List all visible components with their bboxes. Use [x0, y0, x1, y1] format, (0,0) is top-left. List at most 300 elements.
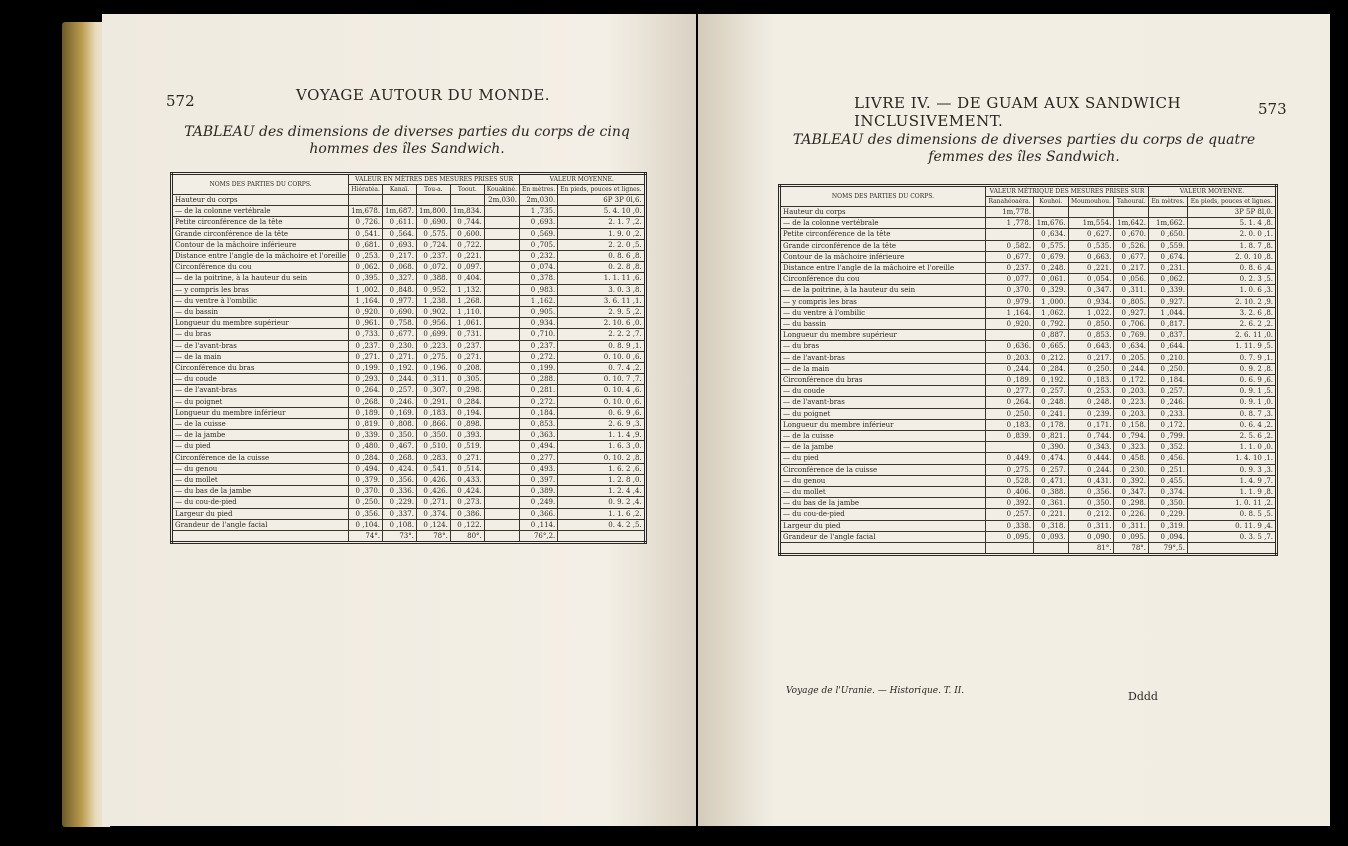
cell-value: 0 ,493. [520, 463, 558, 474]
cell-value [986, 543, 1034, 555]
cell-value: 0 ,343. [1068, 442, 1114, 453]
cell-value: 0 ,268. [383, 452, 417, 463]
cell-value [484, 430, 519, 441]
col-names: NOMS DES PARTIES DU CORPS. [780, 186, 986, 207]
cell-value: 0 ,710. [520, 329, 558, 340]
cell-value [1068, 207, 1114, 218]
cell-value: 0 ,199. [520, 363, 558, 374]
cell-value: 0. 8. 7 ,3. [1187, 408, 1276, 419]
cell-value: 0 ,541. [349, 228, 383, 239]
cell-value: 0. 6. 4 ,2. [1187, 419, 1276, 430]
cell-value: 0 ,223. [416, 340, 450, 351]
cell-value [986, 330, 1034, 341]
table-row [172, 228, 646, 239]
cell-value: 0 ,706. [1114, 319, 1149, 330]
cell-value: 0 ,819. [349, 419, 383, 430]
cell-value: 0 ,514. [450, 463, 484, 474]
cell-value: 1 ,778. [986, 218, 1034, 229]
cell-value: 74°. [349, 531, 383, 543]
cell-value: 0 ,217. [1068, 352, 1114, 363]
row-label: — du bassin [780, 319, 986, 330]
table-row [172, 307, 646, 318]
cell-value: 0 ,056. [1114, 274, 1149, 285]
cell-value: 0 ,183. [416, 407, 450, 418]
column-header: Kanaï. [383, 185, 417, 195]
dimensions-table-women [778, 184, 1278, 556]
cell-value: 0 ,223. [1114, 397, 1149, 408]
cell-value: 0 ,094. [1149, 531, 1188, 542]
cell-value: 0 ,183. [986, 419, 1034, 430]
cell-value: 0 ,726. [349, 217, 383, 228]
cell-value: 1m,676. [1034, 218, 1069, 229]
row-label: Grandeur de l'angle facial [780, 531, 986, 542]
cell-value: 0 ,158. [1114, 419, 1149, 430]
cell-value: 0 ,257. [383, 385, 417, 396]
cell-value: 0 ,674. [1149, 251, 1188, 262]
cell-value: 0 ,665. [1034, 341, 1069, 352]
cell-value [484, 385, 519, 396]
cell-value: 0 ,192. [383, 363, 417, 374]
cell-value: 2. 2. 2 ,7. [558, 329, 645, 340]
table-row [172, 374, 646, 385]
cell-value: 0 ,494. [520, 441, 558, 452]
table-row [780, 475, 1277, 486]
cell-value: 0. 10. 0 ,6. [558, 351, 645, 362]
cell-value: 0 ,449. [986, 453, 1034, 464]
table-row [172, 239, 646, 250]
cell-value [1114, 207, 1149, 218]
cell-value: 0 ,246. [1149, 397, 1188, 408]
cell-value: 0 ,979. [986, 296, 1034, 307]
cell-value: 0 ,189. [349, 407, 383, 418]
cell-value: 0 ,199. [349, 363, 383, 374]
column-header: Hiératéa. [349, 185, 383, 195]
cell-value: 0 ,677. [986, 251, 1034, 262]
cell-value [450, 195, 484, 206]
row-label: — de la cuisse [172, 419, 349, 430]
cell-value: 0. 6. 9 ,6. [1187, 375, 1276, 386]
cell-value: 0 ,627. [1068, 229, 1114, 240]
cell-value [484, 329, 519, 340]
cell-value: 0 ,311. [1068, 520, 1114, 531]
cell-value [484, 519, 519, 530]
cell-value: 80°. [450, 531, 484, 543]
cell-value: 73°. [383, 531, 417, 543]
row-label: — du poignet [780, 408, 986, 419]
cell-value: 1. 1. 11 ,6. [558, 273, 645, 284]
cell-value: 0 ,062. [349, 262, 383, 273]
cell-value: 0 ,203. [986, 352, 1034, 363]
cell-value: 0 ,253. [349, 251, 383, 262]
cell-value: 0 ,054. [1068, 274, 1114, 285]
cell-value: 0 ,192. [1034, 375, 1069, 386]
cell-value: 0 ,397. [520, 475, 558, 486]
table-row [780, 531, 1277, 542]
cell-value: 0 ,283. [416, 452, 450, 463]
table-row [780, 263, 1277, 274]
cell-value: 0. 7. 9 ,1. [1187, 352, 1276, 363]
column-header: Kouhoi. [1034, 197, 1069, 207]
cell-value: 0 ,983. [520, 284, 558, 295]
cell-value: 0 ,799. [1149, 431, 1188, 442]
cell-value: 0 ,905. [520, 307, 558, 318]
row-label: — du cou-de-pied [172, 497, 349, 508]
cell-value: 0 ,203. [1114, 408, 1149, 419]
cell-value: 0 ,378. [520, 273, 558, 284]
column-header: En pieds, pouces et lignes. [558, 185, 645, 195]
cell-value: 1 ,162. [520, 295, 558, 306]
table-row [780, 207, 1277, 218]
table-row [780, 520, 1277, 531]
cell-value: 0 ,097. [450, 262, 484, 273]
cell-value: 0 ,444. [1068, 453, 1114, 464]
table-row [780, 419, 1277, 430]
table-row [172, 396, 646, 407]
cell-value: 1. 8. 7 ,8. [1187, 240, 1276, 251]
cell-value: 0 ,356. [349, 508, 383, 519]
cell-value: 0 ,722. [450, 239, 484, 250]
cell-value [484, 351, 519, 362]
cell-value: 0 ,237. [520, 340, 558, 351]
cell-value: 0 ,221. [450, 251, 484, 262]
table-row [172, 497, 646, 508]
table-row [780, 498, 1277, 509]
cell-value: 0 ,733. [349, 329, 383, 340]
cell-value: 0 ,339. [1149, 285, 1188, 296]
cell-value [484, 363, 519, 374]
row-label: Hauteur du corps [780, 207, 986, 218]
row-label: — du bas de la jambe [172, 486, 349, 497]
cell-value: 0 ,643. [1068, 341, 1114, 352]
cell-value: 2m,030. [520, 195, 558, 206]
cell-value: 1. 2. 4 ,4. [558, 486, 645, 497]
cell-value: 0 ,277. [520, 452, 558, 463]
cell-value: 2. 6. 2 ,2. [1187, 319, 1276, 330]
cell-value: 0. 10. 0 ,6. [558, 396, 645, 407]
cell-value: 0 ,934. [520, 318, 558, 329]
cell-value: 2. 0. 10 ,8. [1187, 251, 1276, 262]
cell-value: 1. 6. 2 ,6. [558, 463, 645, 474]
cell-value: 0 ,248. [1034, 263, 1069, 274]
cell-value: 0 ,172. [1114, 375, 1149, 386]
cell-value: 0 ,350. [1068, 498, 1114, 509]
table-row [172, 251, 646, 262]
cell-value: 0 ,264. [349, 385, 383, 396]
cell-value: 0 ,663. [1068, 251, 1114, 262]
column-header: En pieds, pouces et lignes. [1187, 197, 1276, 207]
cell-value: 1. 6. 3 ,0. [558, 441, 645, 452]
cell-value [484, 295, 519, 306]
cell-value: 0 ,257. [1149, 386, 1188, 397]
cell-value: 0 ,650. [1149, 229, 1188, 240]
cell-value: 2. 6. 9 ,3. [558, 419, 645, 430]
cell-value: 0. 7. 4 ,2. [558, 363, 645, 374]
cell-value: 0 ,339. [349, 430, 383, 441]
cell-value: 3. 6. 11 ,1. [558, 295, 645, 306]
cell-value: 0 ,208. [450, 363, 484, 374]
cell-value: 0. 8. 9 ,1. [558, 340, 645, 351]
row-label: Hauteur du corps [172, 195, 349, 206]
row-label [172, 531, 349, 543]
row-label: Distance entre l'angle de la mâchoire et l'oreille [172, 251, 349, 262]
cell-value: 0. 11. 9 ,4. [1187, 520, 1276, 531]
col-moyenne: VALEUR MOYENNE. [1149, 186, 1277, 197]
cell-value: 0 ,307. [416, 385, 450, 396]
cell-value: 0 ,370. [986, 285, 1034, 296]
table-row [172, 262, 646, 273]
cell-value: 6P 3P 0l,6. [558, 195, 645, 206]
cell-value: 0 ,275. [416, 351, 450, 362]
cell-value: 0 ,690. [416, 217, 450, 228]
col-valeur: VALEUR EN MÈTRES DES MESURES PRISES SUR [349, 174, 520, 185]
cell-value: 0 ,366. [520, 508, 558, 519]
row-label: Circonférence du bras [780, 375, 986, 386]
row-label: — y compris les bras [172, 284, 349, 295]
cell-value: 0. 10. 2 ,8. [558, 452, 645, 463]
cell-value: 0 ,231. [1149, 263, 1188, 274]
cell-value: 0 ,681. [349, 239, 383, 250]
cell-value: 0 ,494. [349, 463, 383, 474]
table-row [780, 341, 1277, 352]
cell-value: 2m,030. [484, 195, 519, 206]
cell-value: 0 ,426. [416, 486, 450, 497]
cell-value: 0 ,210. [1149, 352, 1188, 363]
cell-value: 0 ,758. [383, 318, 417, 329]
cell-value: 0 ,853. [520, 419, 558, 430]
cell-value: 1. 11. 9 ,5. [1187, 341, 1276, 352]
cell-value [484, 340, 519, 351]
row-label: — de la poitrine, à la hauteur du sein [780, 285, 986, 296]
cell-value: 1m,678. [349, 206, 383, 217]
table-row [780, 218, 1277, 229]
cell-value: 0 ,277. [986, 386, 1034, 397]
cell-value: 1 ,164. [986, 307, 1034, 318]
table-row [172, 385, 646, 396]
cell-value [986, 229, 1034, 240]
cell-value: 78°. [1114, 543, 1149, 555]
cell-value [484, 273, 519, 284]
table-row [780, 251, 1277, 262]
row-label: Circonférence du cou [172, 262, 349, 273]
column-header: Toout. [450, 185, 484, 195]
cell-value: 0 ,600. [450, 228, 484, 239]
cell-value: 0 ,744. [1068, 431, 1114, 442]
table-row [780, 397, 1277, 408]
cell-value: 0 ,582. [986, 240, 1034, 251]
cell-value: 0. 2. 8 ,8. [558, 262, 645, 273]
cell-value: 0 ,670. [1114, 229, 1149, 240]
cell-value: 0. 4. 2 ,5. [558, 519, 645, 530]
cell-value: 0 ,244. [1114, 363, 1149, 374]
cell-value: 1 ,000. [1034, 296, 1069, 307]
table-row [172, 508, 646, 519]
cell-value: 0 ,271. [450, 452, 484, 463]
cell-value: 0 ,374. [1149, 487, 1188, 498]
cell-value: 0 ,237. [450, 340, 484, 351]
col-moyenne: VALEUR MOYENNE. [520, 174, 646, 185]
cell-value: 5. 1. 4 ,8. [1187, 218, 1276, 229]
row-label: — du mollet [172, 475, 349, 486]
cell-value: 76°,2. [520, 531, 558, 543]
table-row [780, 431, 1277, 442]
cell-value: 0 ,183. [1068, 375, 1114, 386]
cell-value [416, 195, 450, 206]
cell-value: 0 ,456. [1149, 453, 1188, 464]
cell-value [484, 284, 519, 295]
row-label: Circonférence du cou [780, 274, 986, 285]
table-row [172, 206, 646, 217]
cell-value: 1 ,022. [1068, 307, 1114, 318]
cell-value: 0 ,237. [349, 340, 383, 351]
cell-value: 0 ,458. [1114, 453, 1149, 464]
cell-value: 1m,834. [450, 206, 484, 217]
cell-value: 0 ,271. [383, 351, 417, 362]
cell-value [484, 531, 519, 543]
cell-value: 0 ,104. [349, 519, 383, 530]
cell-value: 0 ,705. [520, 239, 558, 250]
cell-value: 1. 0. 6 ,3. [1187, 285, 1276, 296]
cell-value [484, 419, 519, 430]
cell-value: 0 ,374. [416, 508, 450, 519]
cell-value: 0 ,272. [520, 351, 558, 362]
cell-value [484, 318, 519, 329]
cell-value [484, 508, 519, 519]
cell-value: 0. 9. 1 ,5. [1187, 386, 1276, 397]
row-label: — de la colonne vertébrale [172, 206, 349, 217]
cell-value: 0 ,171. [1068, 419, 1114, 430]
cell-value: 0 ,257. [986, 509, 1034, 520]
cell-value: 0 ,194. [450, 407, 484, 418]
cell-value [484, 307, 519, 318]
cell-value: 0 ,792. [1034, 319, 1069, 330]
row-label: Contour de la mâchoire inférieure [172, 239, 349, 250]
cell-value: 3. 0. 3 ,8. [558, 284, 645, 295]
table-row [780, 386, 1277, 397]
table-row [780, 363, 1277, 374]
cell-value: 0 ,237. [986, 263, 1034, 274]
cell-value: 0 ,794. [1114, 431, 1149, 442]
cell-value: 1 ,061. [450, 318, 484, 329]
row-label: — y compris les bras [780, 296, 986, 307]
cell-value: 1. 1. 9 ,8. [1187, 487, 1276, 498]
cell-value: 0 ,528. [986, 475, 1034, 486]
cell-value: 0 ,074. [520, 262, 558, 273]
running-head-left: VOYAGE AUTOUR DU MONDE. [296, 86, 551, 104]
row-label: Distance entre l'angle de la mâchoire et l'oreille [780, 263, 986, 274]
cell-value: 0 ,250. [349, 497, 383, 508]
table-row [780, 296, 1277, 307]
cell-value: 1m,778. [986, 207, 1034, 218]
cell-value: 2. 5. 6 ,2. [1187, 431, 1276, 442]
cell-value [484, 396, 519, 407]
cell-value: 0 ,961. [349, 318, 383, 329]
cell-value: 1. 1. 6 ,2. [558, 508, 645, 519]
row-label: — du ventre à l'ombilic [172, 295, 349, 306]
cell-value: 0 ,455. [1149, 475, 1188, 486]
cell-value [484, 407, 519, 418]
cell-value: 0 ,250. [1068, 363, 1114, 374]
cell-value: 0 ,244. [383, 374, 417, 385]
cell-value: 81°. [1068, 543, 1114, 555]
table-row [780, 307, 1277, 318]
cell-value: 0 ,426. [416, 475, 450, 486]
table-row [780, 509, 1277, 520]
cell-value: 1m,687. [383, 206, 417, 217]
cell-value: 0 ,336. [383, 486, 417, 497]
cell-value: 0 ,184. [520, 407, 558, 418]
cell-value: 0 ,264. [986, 397, 1034, 408]
cell-value: 0 ,350. [416, 430, 450, 441]
cell-value: 0 ,077. [986, 274, 1034, 285]
cell-value: 0 ,352. [1149, 442, 1188, 453]
cell-value: 0 ,471. [1034, 475, 1069, 486]
cell-value: 0 ,902. [416, 307, 450, 318]
table-row [780, 487, 1277, 498]
cell-value: 0 ,311. [1114, 520, 1149, 531]
cell-value: 1. 4. 9 ,7. [1187, 475, 1276, 486]
cell-value: 0 ,114. [520, 519, 558, 530]
column-header: Tou-a. [416, 185, 450, 195]
table-row [780, 464, 1277, 475]
cell-value: 0 ,920. [986, 319, 1034, 330]
table-row [172, 195, 646, 206]
column-header: Kouakiné. [484, 185, 519, 195]
row-label: — du ventre à l'ombilic [780, 307, 986, 318]
cell-value: 1. 0. 11 ,2. [1187, 498, 1276, 509]
cell-value: 0 ,347. [1114, 487, 1149, 498]
cell-value: 0 ,169. [383, 407, 417, 418]
row-label: Contour de la mâchoire inférieure [780, 251, 986, 262]
cell-value: 0 ,350. [1149, 498, 1188, 509]
cell-value: 0 ,248. [1034, 397, 1069, 408]
column-header: Ranahéoaéra. [986, 197, 1034, 207]
cell-value: 0 ,284. [1034, 363, 1069, 374]
cell-value: 0 ,724. [416, 239, 450, 250]
cell-value: 0 ,257. [1034, 386, 1069, 397]
cell-value: 0 ,311. [1114, 285, 1149, 296]
table-row [780, 319, 1277, 330]
cell-value: 0. 8. 5 ,5. [1187, 509, 1276, 520]
cell-value: 0 ,866. [416, 419, 450, 430]
cell-value: 0 ,249. [520, 497, 558, 508]
cell-value: 3. 2. 6 ,8. [1187, 307, 1276, 318]
cell-value: 0 ,226. [1114, 509, 1149, 520]
cell-value: 1m,662. [1149, 218, 1188, 229]
row-label: — de l'avant-bras [780, 397, 986, 408]
row-label: — de l'avant-bras [172, 385, 349, 396]
row-label: Grande circonférence de la tête [780, 240, 986, 251]
cell-value: 0. 8. 6 ,8. [558, 251, 645, 262]
cell-value: 0 ,370. [349, 486, 383, 497]
row-label: — de la jambe [780, 442, 986, 453]
cell-value [349, 195, 383, 206]
cell-value: 1 ,132. [450, 284, 484, 295]
cell-value: 3P 5P 8l,0. [1187, 207, 1276, 218]
cell-value: 0 ,221. [1034, 509, 1069, 520]
cell-value [484, 228, 519, 239]
cell-value: 1. 1. 0 ,0. [1187, 442, 1276, 453]
cell-value: 0 ,575. [1034, 240, 1069, 251]
cell-value: 0 ,281. [520, 385, 558, 396]
cell-value: 0 ,237. [416, 251, 450, 262]
row-label: — du genou [172, 463, 349, 474]
cell-value: 0 ,808. [383, 419, 417, 430]
cell-value: 0 ,769. [1114, 330, 1149, 341]
cell-value: 0 ,853. [1068, 330, 1114, 341]
table-row [172, 419, 646, 430]
row-label: — du bas de la jambe [780, 498, 986, 509]
cell-value: 0 ,388. [416, 273, 450, 284]
